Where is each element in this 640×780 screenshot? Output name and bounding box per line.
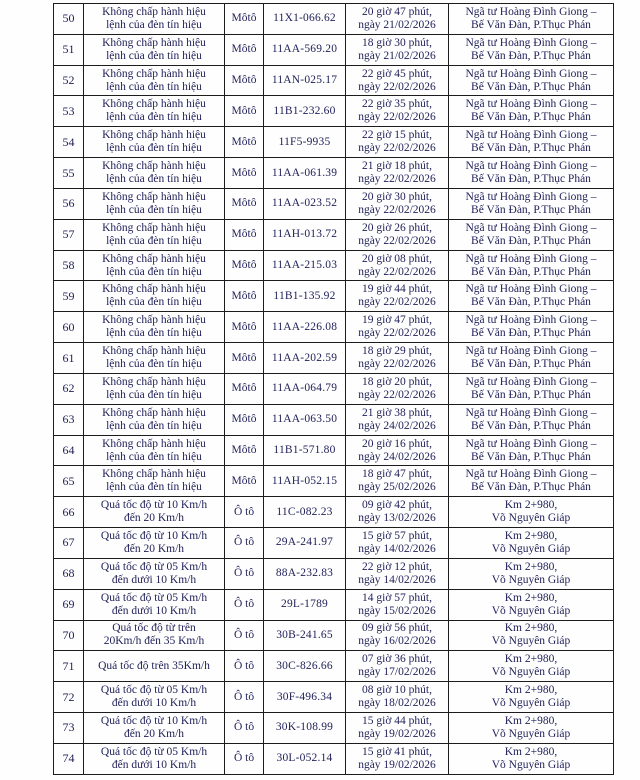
license-plate-cell: 11C-082.23 xyxy=(264,497,346,528)
row-number-cell: 64 xyxy=(54,435,84,466)
violation-location-cell: Km 2+980, Võ Nguyên Giáp xyxy=(449,743,614,774)
table-row xyxy=(54,558,614,589)
vehicle-type-cell: Môtô xyxy=(225,250,264,281)
table-row xyxy=(54,34,614,65)
license-plate-cell: 11AA-215.03 xyxy=(264,250,346,281)
license-plate-cell: 11B1-232.60 xyxy=(264,96,346,127)
violation-location-cell: Ngã tư Hoàng Đình Giong – Bế Văn Đàn, P.Thục Phán xyxy=(449,404,614,435)
vehicle-type-cell: Môtô xyxy=(225,312,264,343)
violation-cell: Quá tốc độ từ 10 Km/h đến 20 Km/h xyxy=(84,497,225,528)
violation-time-cell: 22 giờ 35 phút, ngày 22/02/2026 xyxy=(346,96,449,127)
violation-cell: Không chấp hành hiệu lệnh của đèn tín hiệu xyxy=(84,219,225,250)
violation-location-cell: Km 2+980, Võ Nguyên Giáp xyxy=(449,558,614,589)
license-plate-cell: 30C-826.66 xyxy=(264,651,346,682)
vehicle-type-cell: Ô tô xyxy=(225,589,264,620)
vehicle-type-cell: Ô tô xyxy=(225,682,264,713)
row-number-cell: 53 xyxy=(54,96,84,127)
violation-cell: Không chấp hành hiệu lệnh của đèn tín hiệu xyxy=(84,96,225,127)
violation-cell: Không chấp hành hiệu lệnh của đèn tín hiệu xyxy=(84,4,225,35)
license-plate-cell: 11AA-569.20 xyxy=(264,34,346,65)
table-row xyxy=(54,743,614,774)
vehicle-type-cell: Môtô xyxy=(225,281,264,312)
table-row xyxy=(54,158,614,189)
table-row xyxy=(54,219,614,250)
table-row xyxy=(54,404,614,435)
violation-time-cell: 20 giờ 30 phút, ngày 22/02/2026 xyxy=(346,188,449,219)
vehicle-type-cell: Ô tô xyxy=(225,558,264,589)
row-number-cell: 56 xyxy=(54,188,84,219)
violation-cell: Không chấp hành hiệu lệnh của đèn tín hiệu xyxy=(84,373,225,404)
table-row xyxy=(54,188,614,219)
violation-location-cell: Ngã tư Hoàng Đình Giong – Bế Văn Đàn, P.Thục Phán xyxy=(449,312,614,343)
violation-location-cell: Ngã tư Hoàng Đình Giong – Bế Văn Đàn, P.Thục Phán xyxy=(449,219,614,250)
row-number-cell: 69 xyxy=(54,589,84,620)
table-row xyxy=(54,127,614,158)
violation-location-cell: Km 2+980, Võ Nguyên Giáp xyxy=(449,589,614,620)
row-number-cell: 51 xyxy=(54,34,84,65)
violation-time-cell: 18 giờ 29 phút, ngày 22/02/2026 xyxy=(346,343,449,374)
violations-table-body xyxy=(54,4,614,775)
vehicle-type-cell: Ô tô xyxy=(225,713,264,744)
row-number-cell: 54 xyxy=(54,127,84,158)
license-plate-cell: 11AA-063.50 xyxy=(264,404,346,435)
violation-time-cell: 14 giờ 57 phút, ngày 15/02/2026 xyxy=(346,589,449,620)
vehicle-type-cell: Ô tô xyxy=(225,528,264,559)
violation-cell: Không chấp hành hiệu lệnh của đèn tín hiệu xyxy=(84,466,225,497)
violation-location-cell: Ngã tư Hoàng Đình Giong – Bế Văn Đàn, P.Thục Phán xyxy=(449,34,614,65)
violation-time-cell: 15 giờ 44 phút, ngày 19/02/2026 xyxy=(346,713,449,744)
vehicle-type-cell: Môtô xyxy=(225,127,264,158)
violation-time-cell: 09 giờ 42 phút, ngày 13/02/2026 xyxy=(346,497,449,528)
table-row xyxy=(54,497,614,528)
row-number-cell: 60 xyxy=(54,312,84,343)
license-plate-cell: 11AA-061.39 xyxy=(264,158,346,189)
violation-location-cell: Ngã tư Hoàng Đình Giong – Bế Văn Đàn, P.Thục Phán xyxy=(449,127,614,158)
violation-location-cell: Ngã tư Hoàng Đình Giong – Bế Văn Đàn, P.Thục Phán xyxy=(449,373,614,404)
violation-location-cell: Ngã tư Hoàng Đình Giong – Bế Văn Đàn, P.Thục Phán xyxy=(449,435,614,466)
violation-cell: Không chấp hành hiệu lệnh của đèn tín hiệu xyxy=(84,127,225,158)
row-number-cell: 62 xyxy=(54,373,84,404)
table-row xyxy=(54,620,614,651)
violation-cell: Không chấp hành hiệu lệnh của đèn tín hiệu xyxy=(84,343,225,374)
violation-location-cell: Ngã tư Hoàng Đình Giong – Bế Văn Đàn, P.Thục Phán xyxy=(449,343,614,374)
row-number-cell: 63 xyxy=(54,404,84,435)
vehicle-type-cell: Ô tô xyxy=(225,620,264,651)
vehicle-type-cell: Ô tô xyxy=(225,497,264,528)
table-row xyxy=(54,651,614,682)
violation-time-cell: 19 giờ 47 phút, ngày 22/02/2026 xyxy=(346,312,449,343)
violation-location-cell: Ngã tư Hoàng Đình Giong – Bế Văn Đàn, P.Thục Phán xyxy=(449,65,614,96)
violation-location-cell: Km 2+980, Võ Nguyên Giáp xyxy=(449,497,614,528)
license-plate-cell: 11B1-571.80 xyxy=(264,435,346,466)
violation-cell: Không chấp hành hiệu lệnh của đèn tín hiệu xyxy=(84,281,225,312)
vehicle-type-cell: Môtô xyxy=(225,404,264,435)
violation-location-cell: Ngã tư Hoàng Đình Giong – Bế Văn Đàn, P.Thục Phán xyxy=(449,281,614,312)
table-row xyxy=(54,435,614,466)
violation-cell: Quá tốc độ từ 10 Km/h đến 20 Km/h xyxy=(84,713,225,744)
license-plate-cell: 88A-232.83 xyxy=(264,558,346,589)
table-row xyxy=(54,373,614,404)
violation-time-cell: 09 giờ 56 phút, ngày 16/02/2026 xyxy=(346,620,449,651)
table-row xyxy=(54,466,614,497)
vehicle-type-cell: Môtô xyxy=(225,96,264,127)
row-number-cell: 58 xyxy=(54,250,84,281)
violation-location-cell: Km 2+980, Võ Nguyên Giáp xyxy=(449,682,614,713)
violation-cell: Không chấp hành hiệu lệnh của đèn tín hiệu xyxy=(84,404,225,435)
license-plate-cell: 11AA-202.59 xyxy=(264,343,346,374)
license-plate-cell: 11AH-052.15 xyxy=(264,466,346,497)
row-number-cell: 67 xyxy=(54,528,84,559)
vehicle-type-cell: Ô tô xyxy=(225,743,264,774)
violation-cell: Quá tốc độ từ 05 Km/h đến dưới 10 Km/h xyxy=(84,589,225,620)
table-row xyxy=(54,96,614,127)
license-plate-cell: 11AN-025.17 xyxy=(264,65,346,96)
violation-cell: Không chấp hành hiệu lệnh của đèn tín hiệu xyxy=(84,250,225,281)
table-row xyxy=(54,528,614,559)
table-row xyxy=(54,682,614,713)
violation-cell: Không chấp hành hiệu lệnh của đèn tín hiệu xyxy=(84,158,225,189)
license-plate-cell: 29A-241.97 xyxy=(264,528,346,559)
violation-cell: Quá tốc độ từ trên 20Km/h đến 35 Km/h xyxy=(84,620,225,651)
license-plate-cell: 30K-108.99 xyxy=(264,713,346,744)
violations-table xyxy=(53,3,614,775)
violation-location-cell: Km 2+980, Võ Nguyên Giáp xyxy=(449,620,614,651)
violation-location-cell: Ngã tư Hoàng Đình Giong – Bế Văn Đàn, P.Thục Phán xyxy=(449,158,614,189)
violation-location-cell: Ngã tư Hoàng Đình Giong – Bế Văn Đàn, P.Thục Phán xyxy=(449,4,614,35)
vehicle-type-cell: Ô tô xyxy=(225,651,264,682)
row-number-cell: 50 xyxy=(54,4,84,35)
vehicle-type-cell: Môtô xyxy=(225,65,264,96)
row-number-cell: 70 xyxy=(54,620,84,651)
violation-time-cell: 22 giờ 45 phút, ngày 22/02/2026 xyxy=(346,65,449,96)
violation-time-cell: 22 giờ 12 phút, ngày 14/02/2026 xyxy=(346,558,449,589)
violation-cell: Quá tốc độ từ 10 Km/h đến 20 Km/h xyxy=(84,528,225,559)
violation-cell: Quá tốc độ từ 05 Km/h đến dưới 10 Km/h xyxy=(84,743,225,774)
row-number-cell: 59 xyxy=(54,281,84,312)
table-row xyxy=(54,312,614,343)
table-row xyxy=(54,4,614,35)
row-number-cell: 68 xyxy=(54,558,84,589)
license-plate-cell: 30L-052.14 xyxy=(264,743,346,774)
license-plate-cell: 11AA-023.52 xyxy=(264,188,346,219)
violation-time-cell: 20 giờ 08 phút, ngày 22/02/2026 xyxy=(346,250,449,281)
table-row xyxy=(54,343,614,374)
license-plate-cell: 11B1-135.92 xyxy=(264,281,346,312)
row-number-cell: 66 xyxy=(54,497,84,528)
violation-time-cell: 22 giờ 15 phút, ngày 22/02/2026 xyxy=(346,127,449,158)
violation-cell: Không chấp hành hiệu lệnh của đèn tín hiệu xyxy=(84,188,225,219)
violation-time-cell: 07 giờ 36 phút, ngày 17/02/2026 xyxy=(346,651,449,682)
table-row xyxy=(54,250,614,281)
license-plate-cell: 11F5-9935 xyxy=(264,127,346,158)
violation-location-cell: Ngã tư Hoàng Đình Giong – Bế Văn Đàn, P.Thục Phán xyxy=(449,96,614,127)
violation-time-cell: 08 giờ 10 phút, ngày 18/02/2026 xyxy=(346,682,449,713)
row-number-cell: 72 xyxy=(54,682,84,713)
vehicle-type-cell: Môtô xyxy=(225,219,264,250)
violation-time-cell: 15 giờ 41 phút, ngày 19/02/2026 xyxy=(346,743,449,774)
violation-time-cell: 21 giờ 18 phút, ngày 22/02/2026 xyxy=(346,158,449,189)
violation-location-cell: Ngã tư Hoàng Đình Giong – Bế Văn Đàn, P.Thục Phán xyxy=(449,188,614,219)
license-plate-cell: 11AH-013.72 xyxy=(264,219,346,250)
row-number-cell: 57 xyxy=(54,219,84,250)
row-number-cell: 52 xyxy=(54,65,84,96)
vehicle-type-cell: Môtô xyxy=(225,466,264,497)
violation-time-cell: 20 giờ 16 phút, ngày 24/02/2026 xyxy=(346,435,449,466)
license-plate-cell: 11X1-066.62 xyxy=(264,4,346,35)
license-plate-cell: 30F-496.34 xyxy=(264,682,346,713)
violation-time-cell: 15 giờ 57 phút, ngày 14/02/2026 xyxy=(346,528,449,559)
violation-time-cell: 18 giờ 20 phút, ngày 22/02/2026 xyxy=(346,373,449,404)
violation-time-cell: 19 giờ 44 phút, ngày 22/02/2026 xyxy=(346,281,449,312)
table-row xyxy=(54,281,614,312)
vehicle-type-cell: Môtô xyxy=(225,373,264,404)
license-plate-cell: 30B-241.65 xyxy=(264,620,346,651)
violation-location-cell: Km 2+980, Võ Nguyên Giáp xyxy=(449,651,614,682)
violation-cell: Quá tốc độ trên 35Km/h xyxy=(84,651,225,682)
violation-location-cell: Km 2+980, Võ Nguyên Giáp xyxy=(449,528,614,559)
license-plate-cell: 11AA-226.08 xyxy=(264,312,346,343)
violation-cell: Quá tốc độ từ 05 Km/h đến dưới 10 Km/h xyxy=(84,558,225,589)
violation-location-cell: Km 2+980, Võ Nguyên Giáp xyxy=(449,713,614,744)
violation-time-cell: 21 giờ 38 phút, ngày 24/02/2026 xyxy=(346,404,449,435)
license-plate-cell: 11AA-064.79 xyxy=(264,373,346,404)
violation-cell: Không chấp hành hiệu lệnh của đèn tín hiệu xyxy=(84,34,225,65)
violation-cell: Không chấp hành hiệu lệnh của đèn tín hiệu xyxy=(84,312,225,343)
violation-cell: Quá tốc độ từ 05 Km/h đến dưới 10 Km/h xyxy=(84,682,225,713)
table-row xyxy=(54,65,614,96)
violation-time-cell: 18 giờ 30 phút, ngày 21/02/2026 xyxy=(346,34,449,65)
vehicle-type-cell: Môtô xyxy=(225,343,264,374)
row-number-cell: 65 xyxy=(54,466,84,497)
row-number-cell: 74 xyxy=(54,743,84,774)
vehicle-type-cell: Môtô xyxy=(225,435,264,466)
table-row xyxy=(54,713,614,744)
vehicle-type-cell: Môtô xyxy=(225,158,264,189)
license-plate-cell: 29L-1789 xyxy=(264,589,346,620)
violation-location-cell: Ngã tư Hoàng Đình Giong – Bế Văn Đàn, P.Thục Phán xyxy=(449,466,614,497)
vehicle-type-cell: Môtô xyxy=(225,4,264,35)
table-row xyxy=(54,589,614,620)
violation-time-cell: 20 giờ 26 phút, ngày 22/02/2026 xyxy=(346,219,449,250)
row-number-cell: 61 xyxy=(54,343,84,374)
violation-cell: Không chấp hành hiệu lệnh của đèn tín hiệu xyxy=(84,65,225,96)
violation-location-cell: Ngã tư Hoàng Đình Giong – Bế Văn Đàn, P.Thục Phán xyxy=(449,250,614,281)
violation-time-cell: 20 giờ 47 phút, ngày 21/02/2026 xyxy=(346,4,449,35)
vehicle-type-cell: Môtô xyxy=(225,34,264,65)
violation-time-cell: 18 giờ 47 phút, ngày 25/02/2026 xyxy=(346,466,449,497)
row-number-cell: 71 xyxy=(54,651,84,682)
row-number-cell: 73 xyxy=(54,713,84,744)
vehicle-type-cell: Môtô xyxy=(225,188,264,219)
violation-cell: Không chấp hành hiệu lệnh của đèn tín hiệu xyxy=(84,435,225,466)
row-number-cell: 55 xyxy=(54,158,84,189)
